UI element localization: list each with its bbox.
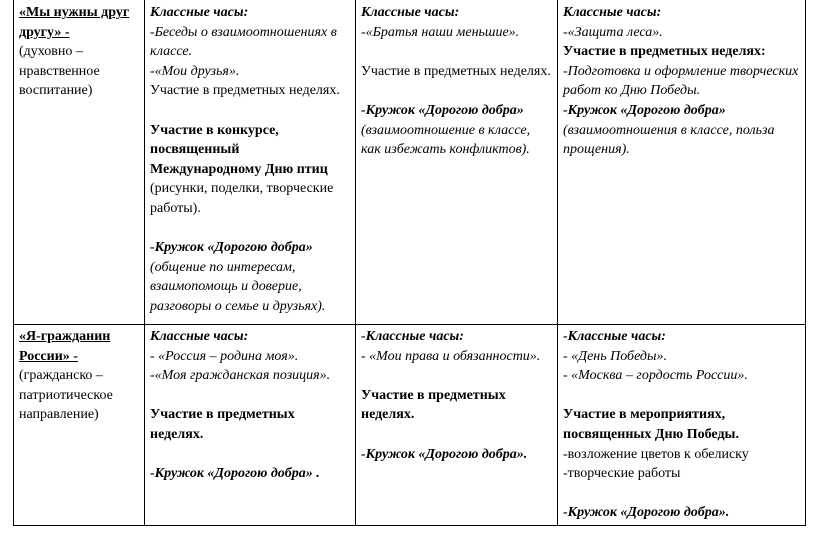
activity-item: - «Россия – родина моя». — [150, 348, 299, 364]
cell-heading: -Классные часы: — [361, 329, 464, 344]
activities-cell — [558, 325, 806, 526]
activity-item: -«Защита леса». — [563, 24, 663, 40]
activities-cell — [145, 325, 356, 526]
weeks-description: -Подготовка и оформление творческих работ ко Дню Победы. — [563, 63, 799, 99]
club-title: -Кружок «Дорогою добра» — [361, 102, 524, 118]
weeks-title: Участие в предметных неделях. — [150, 407, 295, 442]
club-description: (взаимоотношение в классе, как избежать конфликтов). — [361, 122, 531, 158]
activity-item: -Беседы о взаимоотношениях в классе. — [150, 24, 337, 60]
cell-heading: Классные часы: — [361, 5, 460, 20]
direction-subtitle: (духовно – нравственное воспитание) — [19, 44, 100, 99]
activity-item: - «День Победы». — [563, 348, 667, 364]
club-title: -Кружок «Дорогою добра». — [361, 446, 528, 462]
activities-cell — [356, 325, 558, 526]
direction-title: «Я-гражданин России» - — [19, 329, 111, 364]
weeks-title: Участие в предметных неделях: — [563, 44, 766, 60]
direction-cell — [14, 0, 145, 325]
cell-heading: Классные часы: — [150, 329, 249, 344]
event-item: -творческие работы — [563, 466, 681, 482]
events-title: Участие в мероприятиях, посвященных Дню Победы. — [563, 407, 739, 442]
table-row — [14, 0, 806, 325]
cell-heading: Классные часы: — [150, 5, 249, 20]
table-row — [14, 325, 806, 526]
activities-cell — [356, 0, 558, 325]
weeks-title: Участие в предметных неделях. — [361, 387, 506, 423]
direction-cell — [14, 325, 145, 526]
cell-heading: -Классные часы: — [563, 329, 666, 344]
activity-item: -«Мои друзья». — [150, 63, 240, 79]
club-title: -Кружок «Дорогою добра» — [563, 102, 726, 118]
contest-title: Участие в конкурсе, посвященный Международному Дню птиц — [150, 122, 328, 177]
activities-cell — [145, 0, 356, 325]
cell-heading: Классные часы: — [563, 5, 662, 20]
club-title: -Кружок «Дорогою добра» . — [150, 466, 320, 482]
activity-item: - «Мои права и обязанности». — [361, 348, 541, 364]
club-description: (общение по интересам, взаимопомощь и доверие, разговоры о семье и друзьях). — [150, 259, 326, 314]
club-title: -Кружок «Дорогою добра». — [563, 505, 730, 521]
direction-title: «Мы нужны друг другу» - — [19, 5, 130, 40]
contest-description: (рисунки, поделки, творческие работы). — [150, 181, 334, 216]
activity-item: -«Моя гражданская позиция». — [150, 368, 331, 384]
club-description: (взаимоотношения в классе, польза прощения). — [563, 122, 775, 158]
direction-subtitle: (гражданско – патриотическое направление) — [19, 368, 113, 423]
activities-cell — [558, 0, 806, 325]
activity-item: -«Братья наши меньшие». — [361, 24, 520, 40]
event-item: -возложение цветов к обелиску — [563, 446, 749, 462]
activity-item: Участие в предметных неделях. — [150, 83, 340, 99]
club-title: -Кружок «Дорогою добра» — [150, 240, 313, 256]
plan-table — [13, 0, 806, 526]
activity-item: - «Москва – гордость России». — [563, 368, 748, 384]
activity-item: Участие в предметных неделях. — [361, 63, 551, 79]
